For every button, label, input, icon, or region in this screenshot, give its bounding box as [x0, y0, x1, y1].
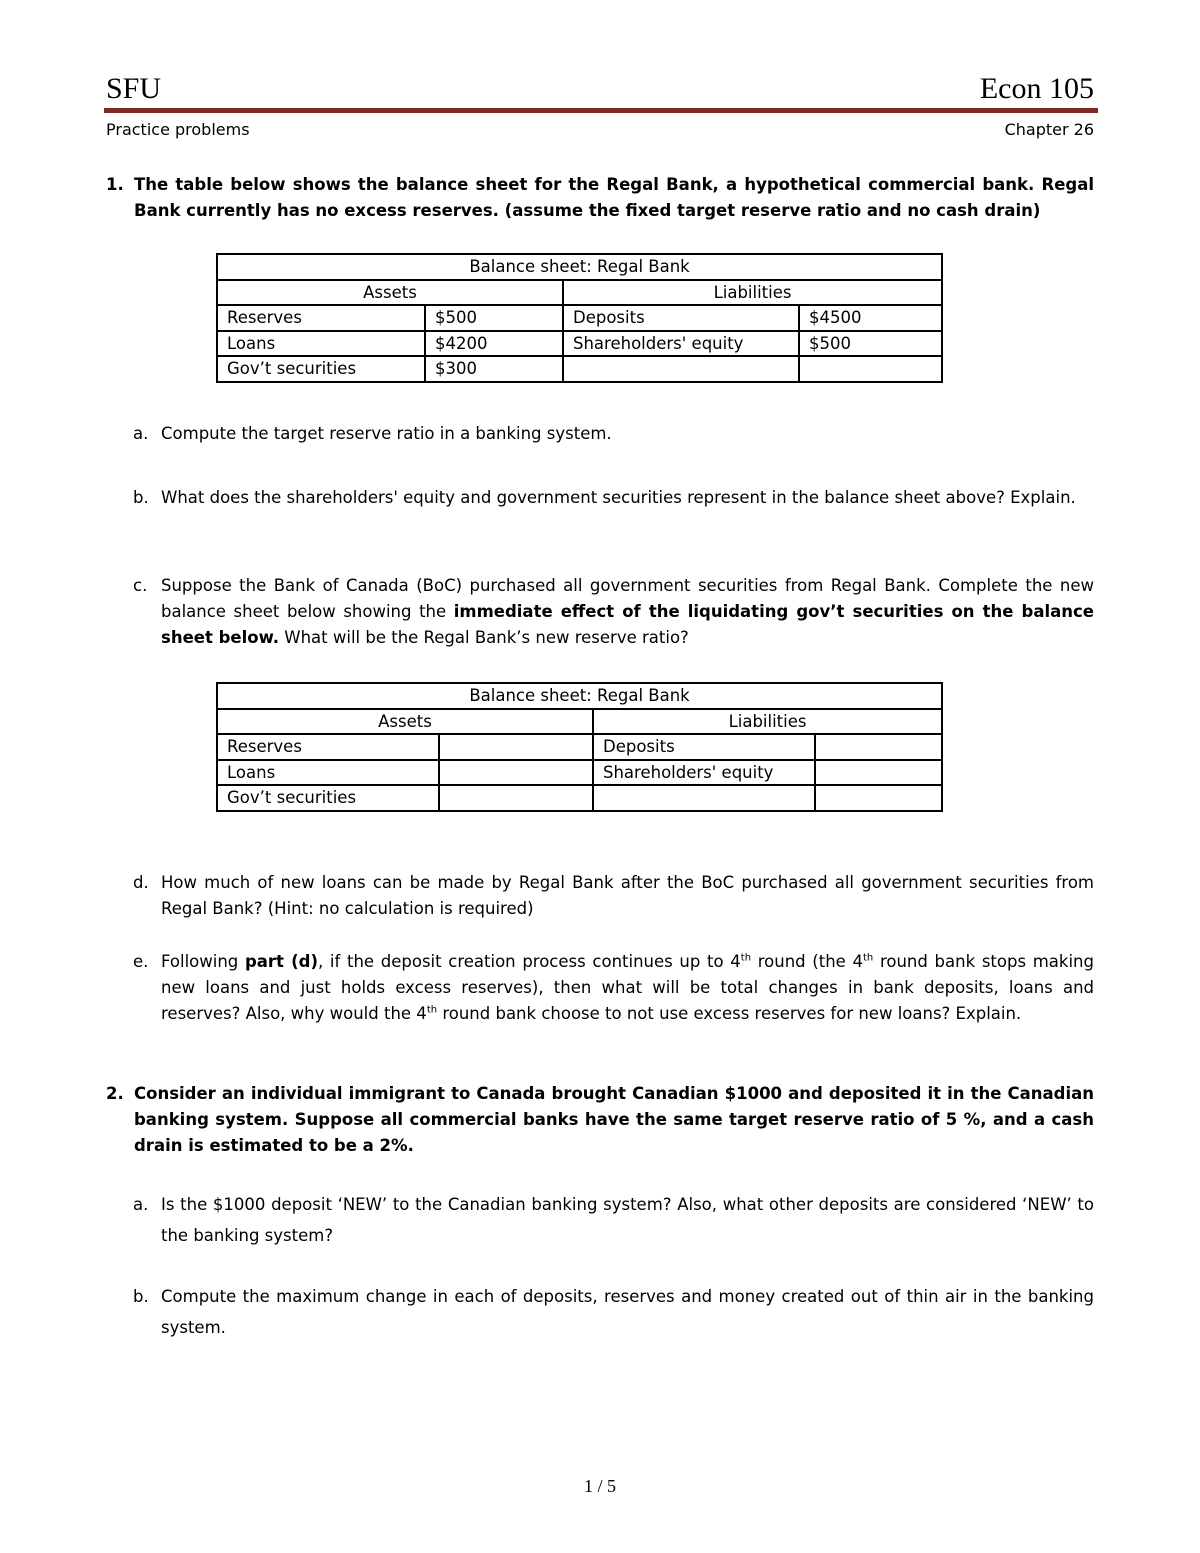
table-cell: $4500 [799, 305, 942, 331]
subquestion-letter: b. [133, 1287, 149, 1306]
table-cell [563, 356, 799, 382]
header-institution: SFU [106, 72, 162, 105]
subquestion-letter: c. [133, 576, 148, 595]
assets-header: Assets [217, 280, 563, 306]
subquestion-text: , if the deposit creation process continues up to 4 [318, 952, 741, 971]
header-course: Econ 105 [979, 72, 1094, 105]
table-cell: Deposits [593, 734, 815, 760]
subquestion-letter: e. [133, 952, 149, 971]
table-row [217, 305, 942, 331]
subquestion-emphasis: immediate effect of the liquidating gov’t securities on the balance sheet below. [161, 602, 1094, 647]
table-cell: Gov’t securities [217, 785, 439, 811]
assets-header: Assets [217, 709, 593, 735]
subquestion-letter: a. [133, 1195, 149, 1214]
table-cell [439, 734, 593, 760]
table-cell: Loans [217, 760, 439, 786]
header-rule [104, 108, 1098, 113]
table-cell: Shareholders' equity [593, 760, 815, 786]
balance-sheet-blank-table [216, 682, 943, 812]
subquestion-text: Following [161, 952, 245, 971]
table-title: Balance sheet: Regal Bank [217, 254, 942, 280]
table-cell: $500 [799, 331, 942, 357]
table-cell [815, 785, 942, 811]
question-text: The table below shows the balance sheet for the Regal Bank, a hypothetical commercial bank. Regal Bank currently has no excess reserves. (assume the fixed target reserve ratio and no cash drain) [134, 175, 1094, 220]
question-number: 2. [106, 1084, 124, 1103]
table-row [217, 785, 942, 811]
table-cell: $500 [425, 305, 563, 331]
table-cell: Reserves [217, 734, 439, 760]
table-cell [439, 785, 593, 811]
subquestion-2a [133, 1189, 1094, 1251]
table-cell: Reserves [217, 305, 425, 331]
table-cell [593, 785, 815, 811]
table-row [217, 331, 942, 357]
subquestion-text: round bank choose to not use excess reserves for new loans? Explain. [437, 1004, 1022, 1023]
subquestion-1c [133, 573, 1094, 651]
table-cell [439, 760, 593, 786]
header-chapter: Chapter 26 [1004, 120, 1094, 139]
question-number: 1. [106, 175, 124, 194]
table-row [217, 760, 942, 786]
question-1 [106, 172, 1094, 224]
liabilities-header: Liabilities [593, 709, 942, 735]
table-cell [815, 760, 942, 786]
table-row [217, 734, 942, 760]
table-title: Balance sheet: Regal Bank [217, 683, 942, 709]
ordinal-suffix: th [740, 952, 752, 964]
subquestion-text: What does the shareholders' equity and government securities represent in the balance sheet above? Explain. [161, 488, 1076, 507]
subquestion-1b [133, 482, 1094, 513]
table-cell: $4200 [425, 331, 563, 357]
question-2 [106, 1081, 1094, 1159]
table-cell: Loans [217, 331, 425, 357]
subquestion-1a [133, 421, 1094, 447]
subquestion-text: Is the $1000 deposit ‘NEW’ to the Canadian banking system? Also, what other deposits are considered ‘NEW’ to the banking system? [161, 1195, 1094, 1245]
subquestion-text: Compute the target reserve ratio in a banking system. [161, 424, 612, 443]
subquestion-1d [133, 870, 1094, 922]
subquestion-text: Compute the maximum change in each of deposits, reserves and money created out of thin air in the banking system. [161, 1287, 1094, 1337]
subquestion-text: What will be the Regal Bank’s new reserve ratio? [279, 628, 689, 647]
subquestion-text: How much of new loans can be made by Regal Bank after the BoC purchased all government securities from Regal Bank? (Hint: no calculation is required) [161, 873, 1094, 918]
subquestion-letter: a. [133, 424, 149, 443]
subquestion-text: Suppose the Bank of Canada (BoC) purchased all government securities from Regal Bank. Complete the new balance sheet below showing the [161, 576, 1094, 621]
page-number: 1 / 5 [583, 1476, 616, 1496]
header-subtitle: Practice problems [106, 120, 250, 139]
subquestion-2b [133, 1281, 1094, 1343]
subquestion-emphasis: part (d) [244, 952, 318, 971]
table-row [217, 356, 942, 382]
table-cell: Deposits [563, 305, 799, 331]
table-cell [799, 356, 942, 382]
ordinal-suffix: th [426, 1004, 438, 1016]
table-cell: $300 [425, 356, 563, 382]
ordinal-suffix: th [863, 952, 874, 964]
table-cell: Shareholders' equity [563, 331, 799, 357]
subquestion-letter: d. [133, 873, 149, 892]
table-cell: Gov’t securities [217, 356, 425, 382]
subquestion-1e [133, 949, 1094, 1027]
question-text: Consider an individual immigrant to Canada brought Canadian $1000 and deposited it in the Canadian banking system. Suppose all commercial banks have the same target reserve ratio of 5 %, and a cash drain is estimated to be a 2%. [134, 1084, 1094, 1155]
subquestion-text: round (the 4 [751, 952, 864, 971]
subquestion-letter: b. [133, 488, 149, 507]
balance-sheet-table [216, 253, 943, 383]
liabilities-header: Liabilities [563, 280, 942, 306]
table-cell [815, 734, 942, 760]
subquestion-text: round bank stops making new loans and just holds excess reserves), then what will be total changes in bank deposits, loans and reserves? Also, why would the 4 [161, 952, 1094, 1023]
